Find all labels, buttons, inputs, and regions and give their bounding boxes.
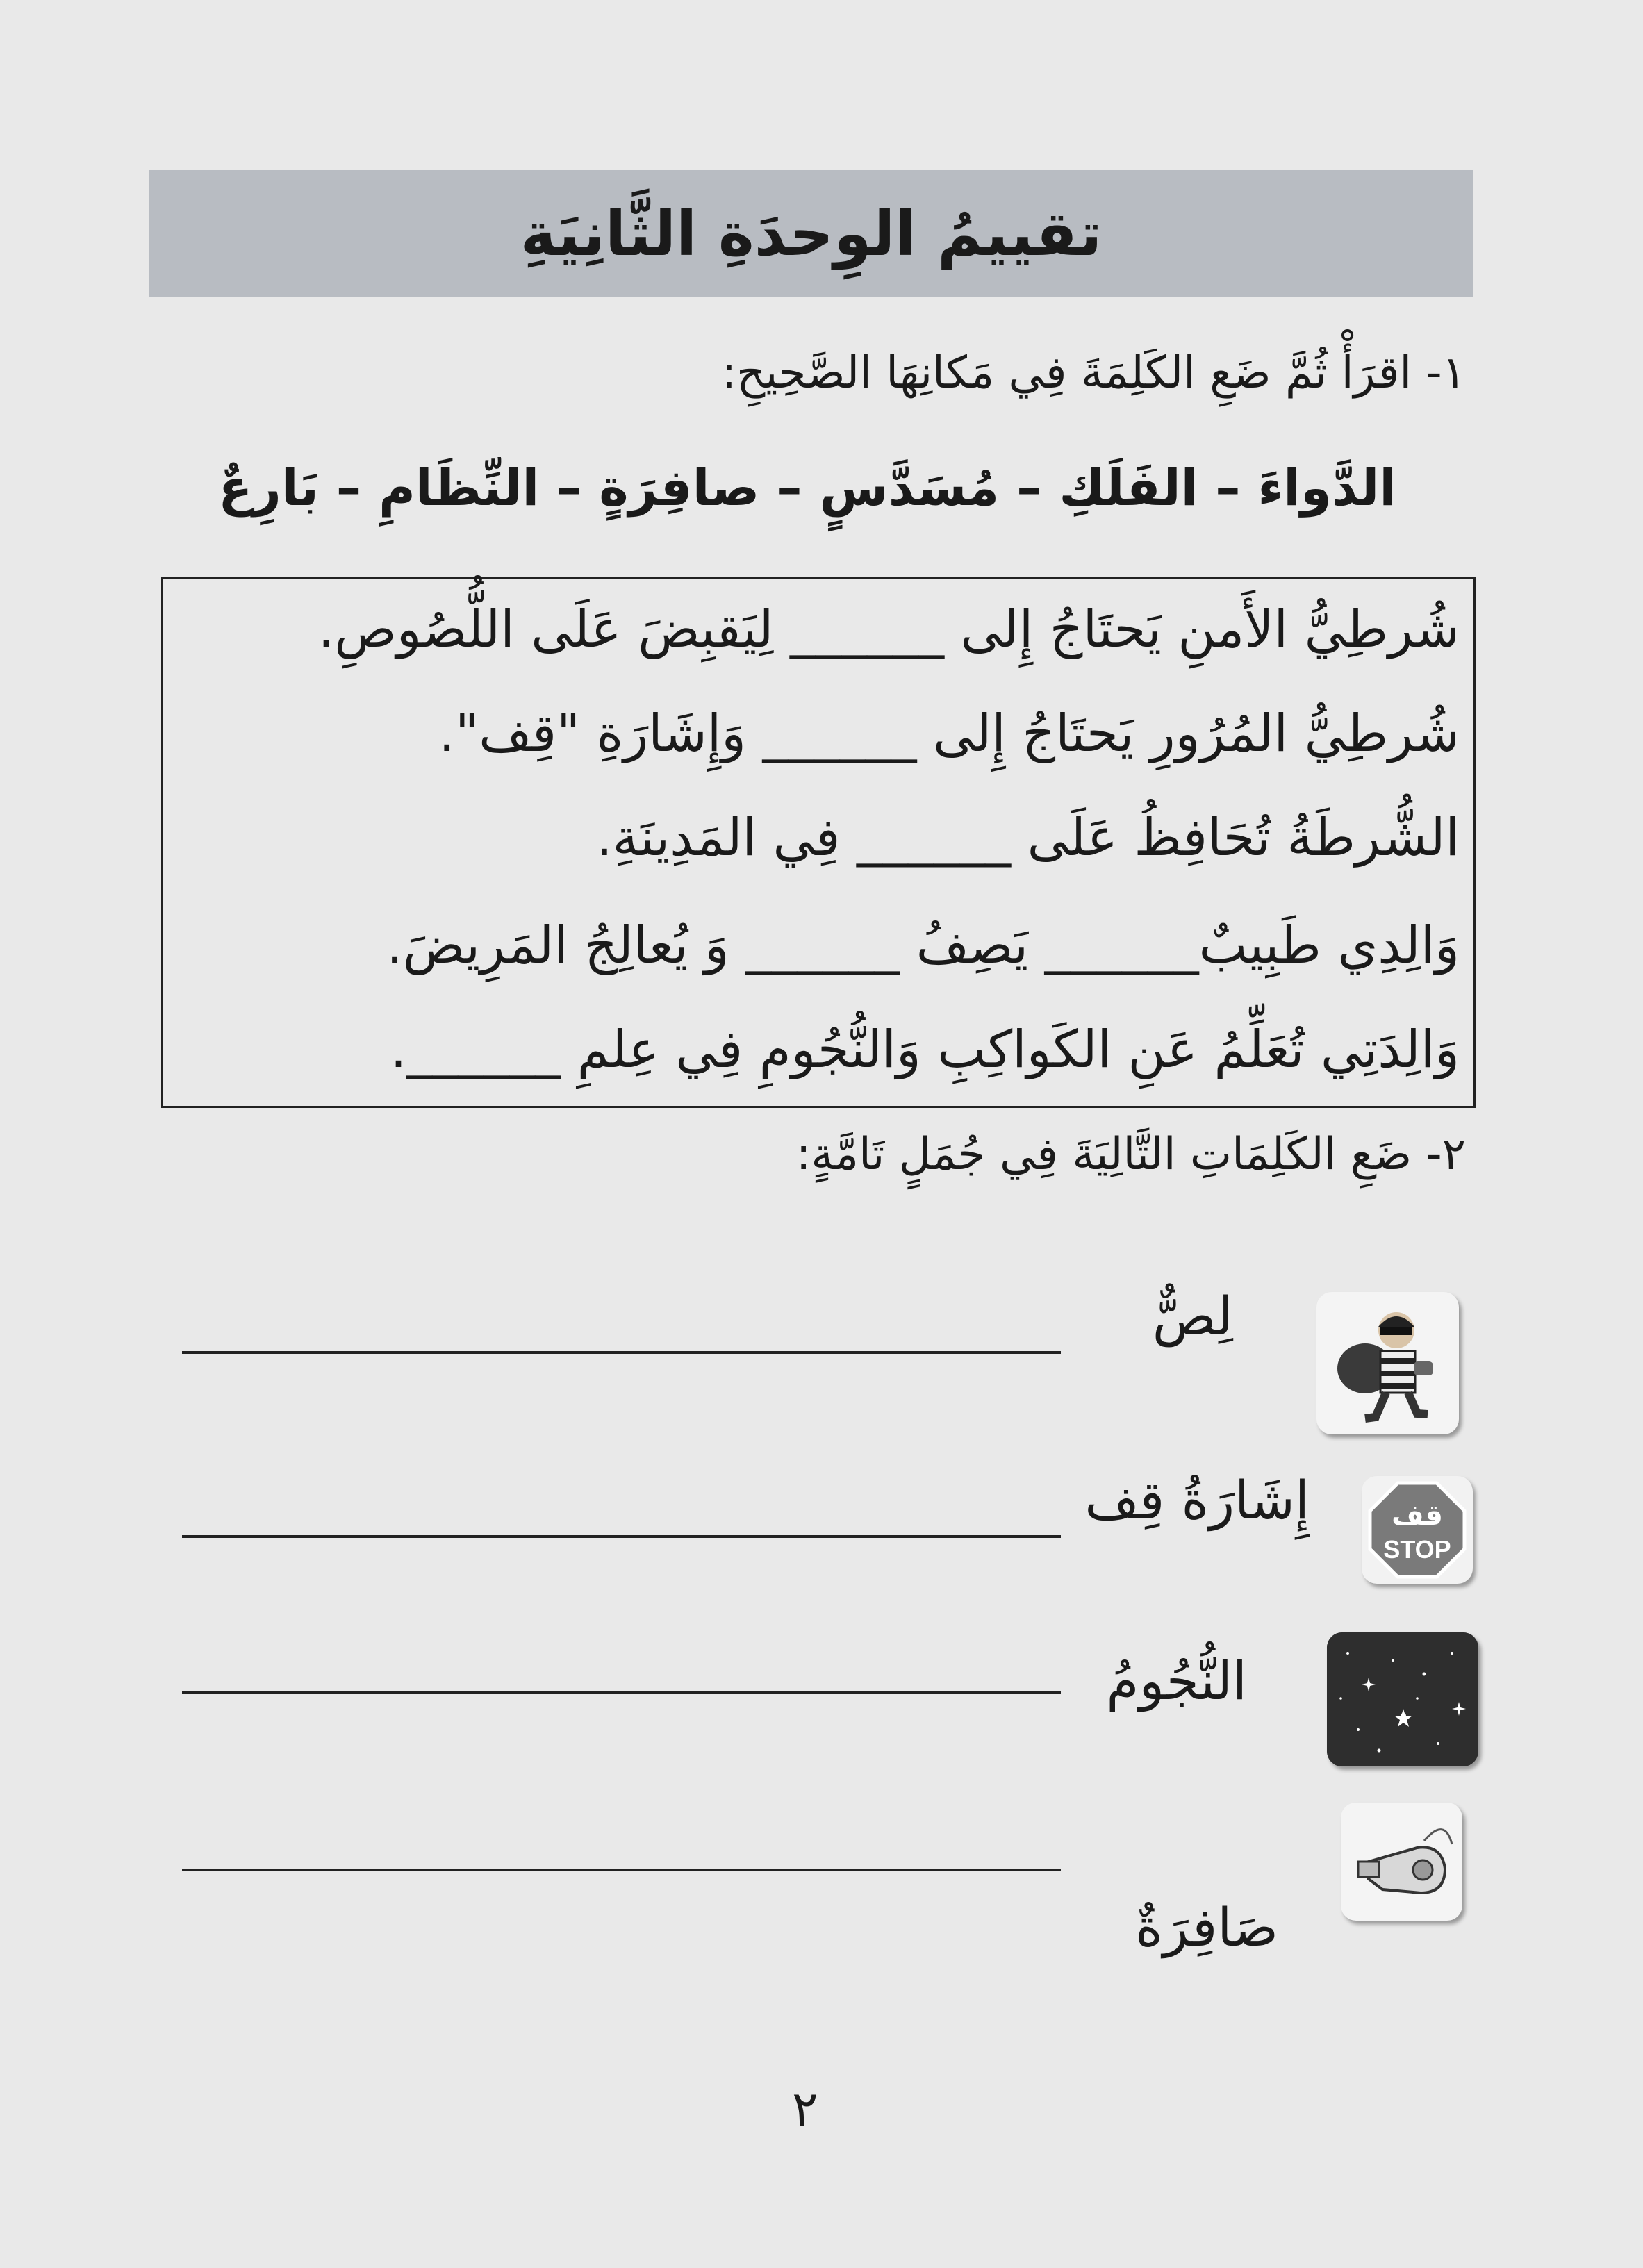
- title-banner: [149, 170, 1473, 297]
- answer-line: [182, 1535, 1061, 1538]
- whistle-icon: [1341, 1803, 1462, 1921]
- exercise2-instruction: ٢- ضَعِ الكَلِمَاتِ التَّالِيَةَ فِي جُمَلٍ تَامَّةٍ:: [795, 1129, 1466, 1180]
- word-bank: الدَّواءَ – الفَلَكِ – مُسَدَّسٍ – صافِرَةٍ – النِّظَامِ – بَارِعٌ: [218, 458, 1396, 517]
- page-number: ٢: [792, 2080, 818, 2137]
- whistle-tile: [1341, 1803, 1462, 1921]
- sentence: وَالِدِي طَبِيبٌ______ يَصِفُ ______ وَ يُعالِجُ المَرِيضَ.: [386, 916, 1460, 975]
- answer-line: [182, 1691, 1061, 1694]
- sentence: الشُّرطَةُ تُحَافِظُ عَلَى ______ فِي المَدِينَةِ.: [596, 808, 1460, 868]
- answer-line: [182, 1869, 1061, 1871]
- sentence: وَالِدَتِي تُعَلِّمُ عَنِ الكَواكِبِ وَالنُّجُومِ فِي عِلمِ ______.: [390, 1020, 1460, 1079]
- exercise1-instruction: ١- اقرَأْ ثُمَّ ضَعِ الكَلِمَةَ فِي مَكانِهَا الصَّحِيحِ:: [721, 347, 1466, 399]
- vocab-word: لِصٌّ: [1152, 1285, 1233, 1347]
- sentence: شُرطِيُّ الأَمنِ يَحتَاجُ إِلى ______ لِيَقبِضَ عَلَى اللُّصُوصِ.: [317, 599, 1460, 659]
- sentence-box: [161, 577, 1476, 1108]
- answer-line: [182, 1351, 1061, 1354]
- thief-icon: [1316, 1292, 1459, 1434]
- thief-tile: [1316, 1292, 1459, 1434]
- stop-sign-arabic: قف: [1392, 1500, 1443, 1532]
- stars-icon: [1327, 1632, 1478, 1766]
- vocab-word: صَافِرَةٌ: [1135, 1896, 1278, 1958]
- stop-sign-english: STOP: [1383, 1535, 1451, 1564]
- vocab-word: النُّجُومُ: [1106, 1650, 1247, 1712]
- page-title: تقييمُ الوِحدَةِ الثَّانِيَةِ: [520, 197, 1103, 270]
- stars-tile: [1327, 1632, 1478, 1766]
- sentence: شُرطِيُّ المُرُورِ يَحتَاجُ إِلى ______ وَإِشَارَةِ "قِف".: [438, 704, 1460, 763]
- vocab-word: إِشَارَةُ قِف: [1084, 1469, 1310, 1531]
- stop-tile: [1362, 1476, 1473, 1584]
- stop-sign-icon: [1362, 1476, 1473, 1584]
